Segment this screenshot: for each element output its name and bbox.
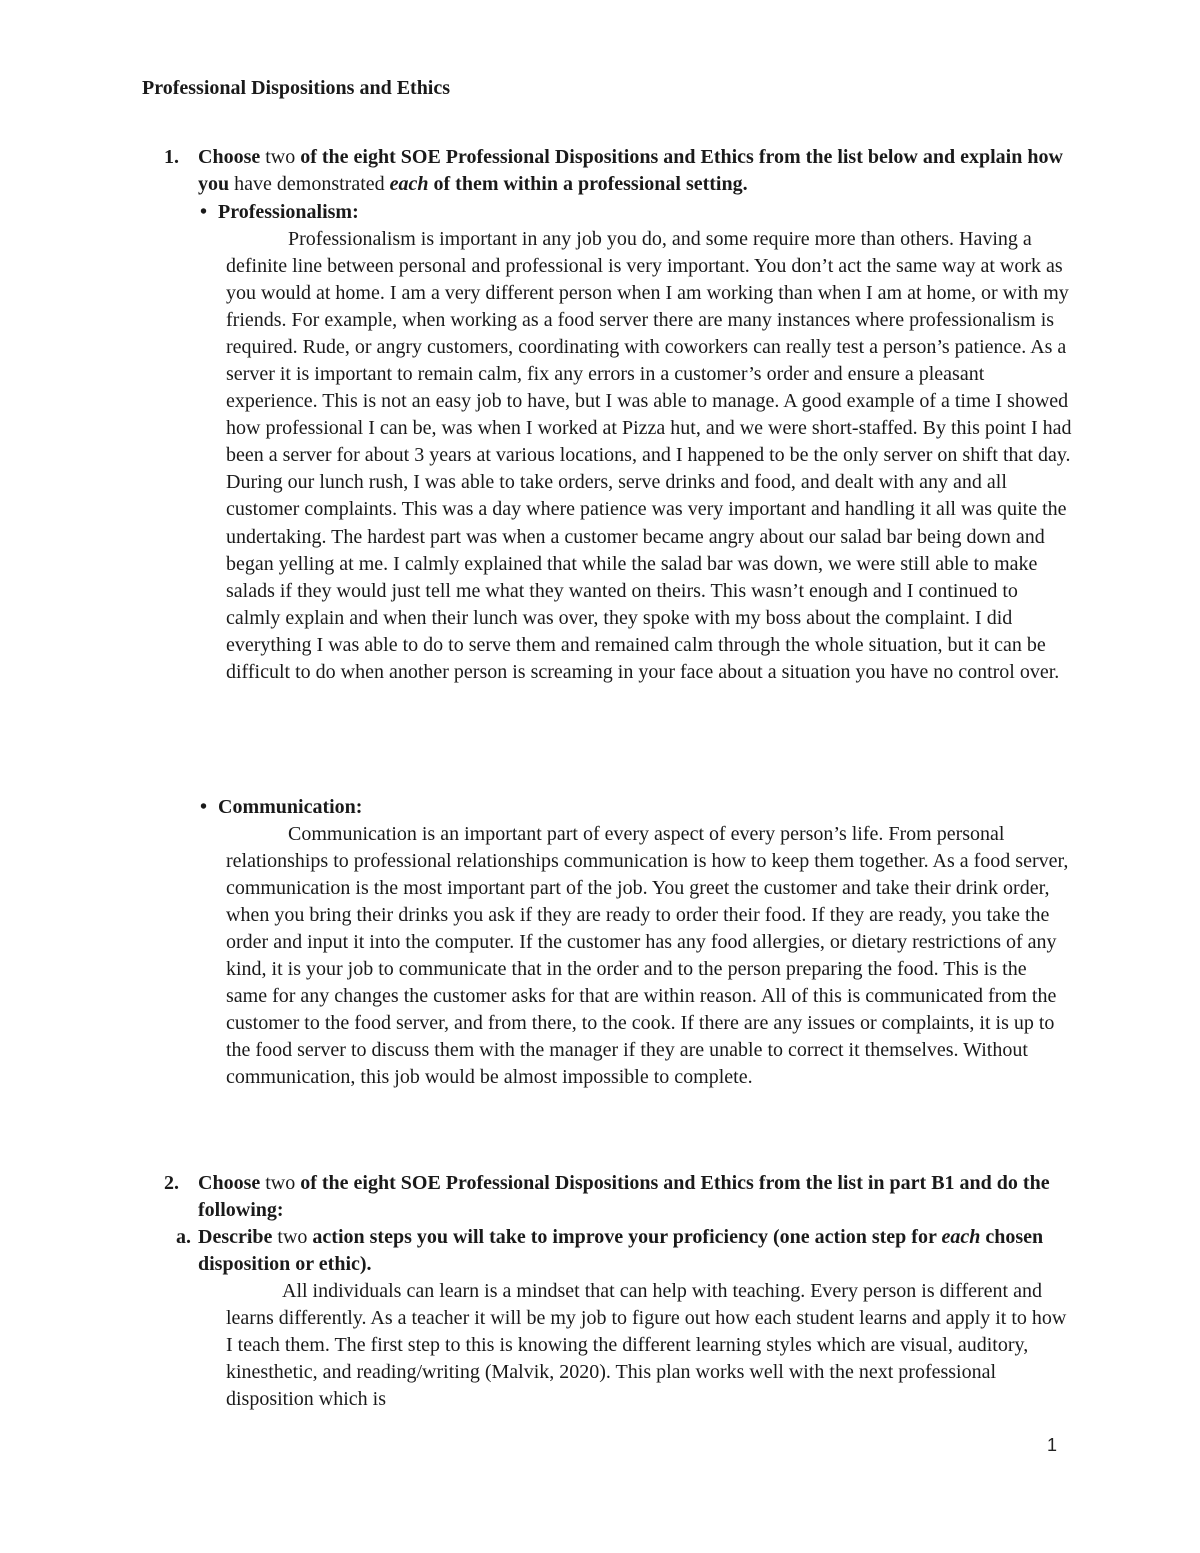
question-1-emphasis: each xyxy=(389,173,429,195)
bullet-dot: • xyxy=(200,201,208,223)
question-1 xyxy=(164,144,1078,198)
question-2a-text-part: action steps you will take to improve your proficiency (one action step for xyxy=(307,1226,942,1248)
question-2 xyxy=(164,1170,1078,1224)
communication-paragraph: Communication is an important part of every aspect of every person’s life. From personal relationships to professional relationships communication is how to keep them together. As a food server, communication is the most important part of the job. You greet the customer and take their drink order, when you bring their drinks you ask if they are ready to order their food. If they are ready, you take the order and input it into the computer. If the customer has any food allergies, or dietary restrictions of any kind, it is your job to communicate that in the order and to the person preparing the food. This is the same for any changes the customer asks for that are within reason. All of this is communicated from the customer to the food server, and from there, to the cook. If there are any issues or complaints, it is up to the food server to discuss them with the manager if they are unable to correct it themselves. Without communication, this job would be almost impossible to complete. xyxy=(226,823,1069,1089)
document-title: Professional Dispositions and Ethics xyxy=(142,77,451,99)
bullet-professionalism xyxy=(200,199,359,226)
question-2a xyxy=(176,1224,1078,1278)
question-2a-text-part: chosen disposition or ethic). xyxy=(198,1226,1044,1275)
professionalism-heading: Professionalism: xyxy=(218,201,359,223)
bullet-communication xyxy=(200,794,363,821)
question-2a-paragraph: All individuals can learn is a mindset that can help with teaching. Every person is different and learns differently. As a teacher it will be my job to figure out how each student learns and apply it to how I teach them. The first step to this is knowing the different learning styles which are visual, auditory, kinesthetic, and reading/writing (Malvik, 2020). This plan works well with the next professional disposition which is xyxy=(226,1280,1067,1411)
question-1-text-part: of them within a professional setting. xyxy=(428,173,748,195)
communication-heading: Communication: xyxy=(218,796,363,818)
question-2a-emphasis: each xyxy=(941,1226,981,1248)
professionalism-paragraph: Professionalism is important in any job you do, and some require more than others. Having a definite line between personal and professional is very important. You don’t act the same way at work as you would at home. I am a very different person when I am working than when I am at home, or with my friends. For example, when working as a food server there are many instances where professionalism is required. Rude, or angry customers, coordinating with coworkers can really test a person’s patience. As a server it is important to remain calm, fix any errors in a customer’s order and ensure a pleasant experience. This is not an easy job to have, but I was able to manage. A good example of a time I showed how professional I can be, was when I worked at Pizza hut, and we were short-staffed. By this point I had been a server for about 3 years at various locations, and I happened to be the only server on shift that day. During our lunch rush, I was able to take orders, serve drinks and food, and dealt with any and all customer complaints. This was a day where patience was very important and handling it all was quite the undertaking. The hardest part was when a customer became angry about our salad bar being down and began yelling at me. I calmly explained that while the salad bar was down, we were still able to make salads if they would just tell me what they wanted on theirs. This wasn’t enough and I continued to calmly explain and when their lunch was over, they spoke with my boss about the complaint. I did everything I was able to do to serve them and remained calm through the whole situation, but it can be difficult to do when another person is screaming in your face about a situation you have no control over. xyxy=(226,228,1072,683)
question-2a-text-part: two xyxy=(277,1226,308,1248)
question-1-text-part: have demonstrated xyxy=(234,173,385,195)
question-1-number: 1. xyxy=(164,146,179,168)
question-2a-text-part: Describe xyxy=(198,1226,278,1248)
question-2-text-part: of the eight SOE Professional Dispositions and Ethics from the list in part B1 and do the following: xyxy=(198,1172,1050,1221)
question-2-text-part: two xyxy=(265,1172,296,1194)
page-number: 1 xyxy=(1047,1435,1058,1455)
question-2-text xyxy=(198,1170,1078,1224)
question-1-text xyxy=(198,144,1078,198)
question-2-text-part: Choose xyxy=(198,1172,266,1194)
question-2-number: 2. xyxy=(164,1172,179,1194)
question-1-text-part: two xyxy=(265,146,296,168)
question-2a-letter: a. xyxy=(176,1226,191,1248)
question-1-text-part: Choose xyxy=(198,146,266,168)
bullet-dot: • xyxy=(200,796,208,818)
question-1-text-part: of the eight SOE Professional Dispositions and Ethics from the list below and explain how you xyxy=(198,146,1063,195)
